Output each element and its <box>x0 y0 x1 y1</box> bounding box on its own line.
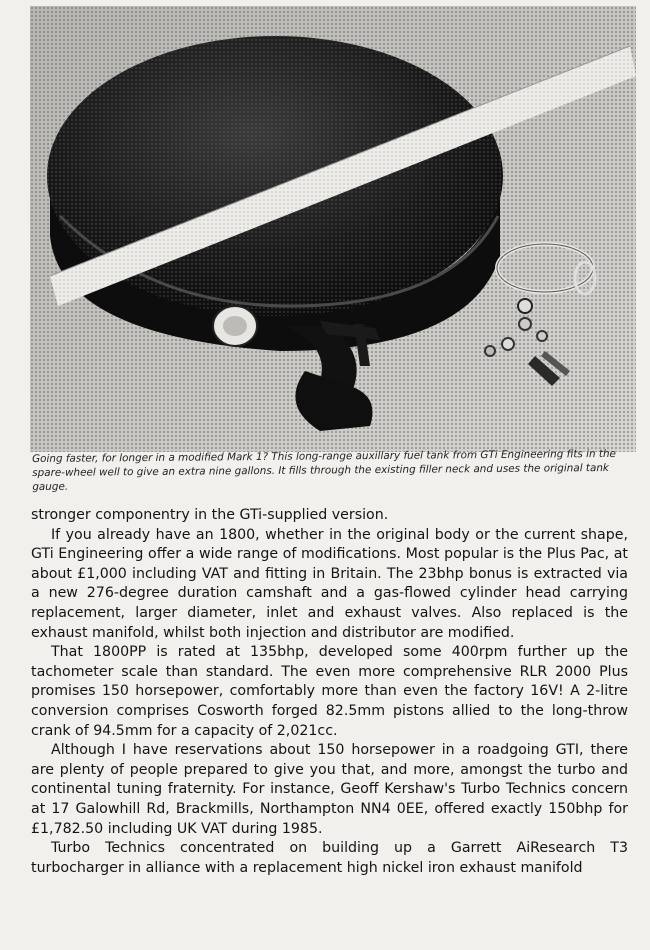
fuel-tank-photo <box>30 6 636 452</box>
figure-caption: Going faster, for longer in a modified Mark 1? This long-range auxillary fuel tank from GTi Engineering fits in the spare-wheel well to give an extra nine gallons. It fills through the existing filler neck and uses the original tank gauge. <box>32 447 616 493</box>
paragraph: That 1800PP is rated at 135bhp, developed some 400rpm further up the tachometer scale than standard. The even more comprehensive RLR 2000 Plus promises 150 horsepower, comfortably more than even the factory 16V! A 2-litre conversion comprises Cosworth forged 82.5mm pistons allied to the long-throw crank of 94.5mm for a capacity of 2,021cc. <box>31 644 628 739</box>
paragraph: If you already have an 1800, whether in the original body or the current shape, GTi Engineering offer a wide range of modifications. Most popular is the Plus Pac, at about £1,000 including VAT and fitting in Britain. The 23bhp bonus is extracted via a new 276-degree duration camshaft and a gas-flowed cylinder head carrying replacement, larger diameter, inlet and exhaust valves. Also replaced is the exhaust manifold, whilst both injection and distributor are modified. <box>31 526 628 641</box>
paragraph: Although I have reservations about 150 horsepower in a roadgoing GTI, there are plenty of people prepared to give you that, and more, amongst the turbo and continental tuning fraternity. For instance, Geoff Kershaw's Turbo Technics concern at 17 Galowhill Rd, Brackmills, Northampton NN4 0EE, offered exactly 150bhp for £1,782.50 including UK VAT during 1985. <box>31 742 628 837</box>
paragraph: stronger componentry in the GTi-supplied version. <box>31 507 389 523</box>
article-body <box>31 506 628 878</box>
paragraph: Turbo Technics concentrated on building up a Garrett AiResearch T3 turbocharger in alliance with a replacement high nickel iron exhaust manifold <box>31 840 628 876</box>
